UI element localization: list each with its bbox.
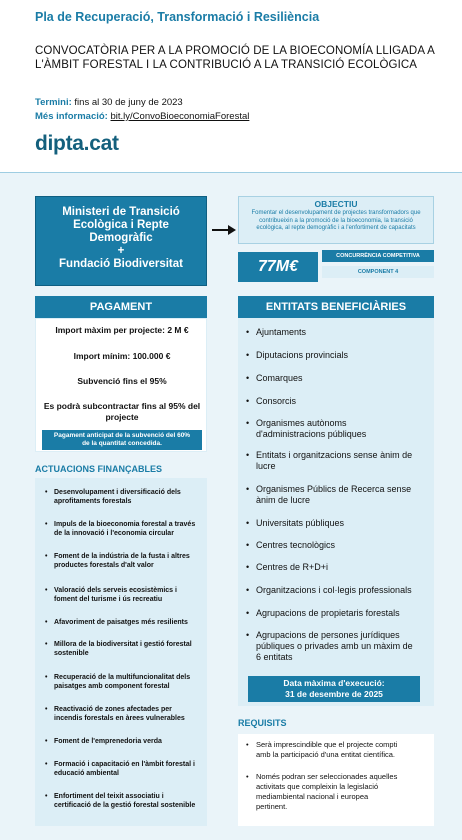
payment-header: PAGAMENT [35, 296, 207, 318]
list-item: • Ajuntaments [246, 327, 430, 338]
amount-badge: 77M€ [238, 252, 318, 282]
payment-note [42, 430, 202, 450]
payment-subsidy: Subvenció fins el 95% [77, 376, 167, 386]
list-item: • Universitats públiques [246, 518, 430, 529]
list-item: • Serà imprescindible que el projecte compti amb la participació d'una entitat científica. [246, 740, 426, 760]
brand-logo: dipta.cat [35, 132, 119, 155]
ministry-plus: + [117, 245, 125, 257]
ministry-line-3: Demogràfic [89, 232, 153, 244]
list-item: • Agrupacions de propietaris forestals [246, 608, 430, 619]
payment-max-import: Import màxim per projecte: 2 M € [55, 325, 189, 335]
list-item: • Reactivació de zones afectades per incendis forestals en àrees vulnerables [45, 705, 205, 723]
actions-box [35, 478, 207, 826]
list-item: • Centres de R+D+i [246, 562, 430, 573]
list-item: • Centres tecnològics [246, 540, 430, 551]
list-item: • Agrupacions de persones jurídiques públiques o privades amb un màxim de 6 entitats [246, 630, 430, 663]
top-title: Pla de Recuperació, Transformació i Resiliència [35, 10, 320, 24]
entities-header: ENTITATS BENEFICIÀRIES [238, 296, 434, 318]
list-item: • Recuperació de la multifuncionalitat dels paisatges amb component forestal [45, 673, 205, 691]
list-item: • Impuls de la bioeconomia forestal a través de la innovació i l'economia circular [45, 520, 205, 538]
payment-body [35, 318, 207, 452]
payment-note-line-2: de la quantitat concedida. [82, 440, 162, 447]
list-item: • Formació i capacitació en l'àmbit forestal i educació ambiental [45, 760, 205, 778]
list-item: • Organismes Públics de Recerca sense ànim de lucre [246, 484, 430, 506]
list-item: • Foment de l'emprenedoria verda [45, 737, 205, 746]
competition-pill: CONCURRÈNCIA COMPETITIVA [322, 250, 434, 262]
objective-title: OBJECTIU [314, 199, 358, 209]
payment-note-line-1: Pagament anticipat de la subvenció del 60% [53, 432, 191, 439]
list-item: • Organitzacions i col·legis professionals [246, 585, 430, 596]
execution-date-box [248, 676, 420, 702]
info-label: Més informació: [35, 111, 108, 122]
list-item: • Enfortiment del teixit associatiu i certificació de la gestió forestal sostenible [45, 792, 205, 810]
objective-text: Fomentar el desenvolupament de projectes transformadors que contribueixin a la promoció de la bioeconomia, la transició ecològica, al repte demogràfic i a l'enfortiment de capacitats [251, 210, 421, 231]
headline [35, 44, 445, 72]
deadline-row [35, 96, 249, 110]
requirements-title: REQUISITS [238, 718, 287, 728]
headline-line-2: L'ÀMBIT FORESTAL I LA CONTRIBUCIÓ A LA TRANSICIÓ ECOLÒGICA [35, 59, 418, 71]
list-item: • Comarques [246, 373, 430, 384]
payment-subcontract-2: projecte [105, 412, 139, 422]
objective-box [238, 196, 434, 244]
arrow-right-icon [212, 223, 236, 237]
list-item: • Afavoriment de paisatges més resilients [45, 618, 205, 627]
list-item: • Foment de la indústria de la fusta i altres productes forestals d'alt valor [45, 552, 205, 570]
payment-min-import: Import mínim: 100.000 € [73, 351, 171, 361]
meta-info [35, 96, 249, 124]
headline-line-1: CONVOCATÒRIA PER A LA PROMOCIÓ DE LA BIOECONOMÍA LLIGADA A [35, 45, 435, 57]
list-item: • Valoració dels serveis ecosistèmics i foment del turisme i ús recreatiu [45, 586, 205, 604]
ministry-line-1: Ministeri de Transició [62, 206, 180, 218]
info-link[interactable]: bit.ly/ConvoBioeconomiaForestal [110, 111, 250, 122]
list-item: • Desenvolupament i diversificació dels aprofitaments forestals [45, 488, 205, 506]
ministry-line-4: Fundació Biodiversitat [59, 258, 183, 270]
list-item: • Diputacions provincials [246, 350, 430, 361]
list-item: • Organismes autònoms d'administracions públiques [246, 418, 430, 440]
list-item: • Consorcis [246, 396, 430, 407]
requirements-box [238, 734, 434, 826]
ministry-box [35, 196, 207, 286]
list-item: • Millora de la biodiversitat i gestió forestal sostenible [45, 640, 205, 658]
entities-box [238, 318, 434, 706]
list-item: • Només podran ser seleccionades aquelles activitats que compleixin la legislació mediambiental nacional i europea pertinent. [246, 772, 426, 812]
list-item: • Entitats i organitzacions sense ànim de lucre [246, 450, 430, 472]
payment-subcontract-1: Es podrà subcontractar fins al 95% del [43, 401, 201, 411]
component-pill: COMPONENT 4 [322, 266, 434, 278]
execution-date-value: 31 de desembre de 2025 [285, 689, 383, 699]
deadline-value: fins al 30 de juny de 2023 [74, 97, 183, 108]
deadline-label: Termini: [35, 97, 72, 108]
actions-title: ACTUACIONS FINANÇABLES [35, 464, 162, 474]
info-row [35, 110, 249, 124]
execution-date-label: Data màxima d'execució: [283, 678, 385, 688]
ministry-line-2: Ecològica i Repte [73, 219, 169, 231]
